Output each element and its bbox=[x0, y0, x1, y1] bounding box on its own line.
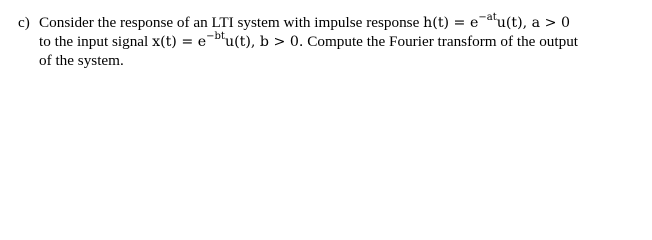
input-signal-equation bbox=[152, 31, 304, 50]
problem-text-1: Consider the response of an LTI system with impulse response bbox=[39, 14, 420, 31]
problem-line-2 bbox=[18, 32, 648, 51]
impulse-response-rhs: u(t), a > 0 bbox=[496, 15, 571, 31]
problem-c bbox=[18, 13, 648, 70]
problem-line-1 bbox=[18, 13, 648, 32]
input-signal-rhs: u(t), b > 0. bbox=[224, 34, 304, 50]
problem-label: c) bbox=[18, 14, 30, 31]
impulse-response-lhs: h(t) = e bbox=[423, 15, 479, 31]
problem-line-3 bbox=[18, 51, 648, 70]
impulse-response-exponent: −at bbox=[478, 12, 497, 24]
problem-text-2-tail: Compute the Fourier transform of the output bbox=[307, 33, 579, 50]
input-signal-exponent: −bt bbox=[206, 31, 225, 43]
problem-text-2: to the input signal bbox=[39, 33, 149, 50]
input-signal-lhs: x(t) = e bbox=[152, 34, 207, 50]
problem-text-3: of the system. bbox=[39, 52, 124, 69]
impulse-response-equation bbox=[423, 12, 571, 31]
